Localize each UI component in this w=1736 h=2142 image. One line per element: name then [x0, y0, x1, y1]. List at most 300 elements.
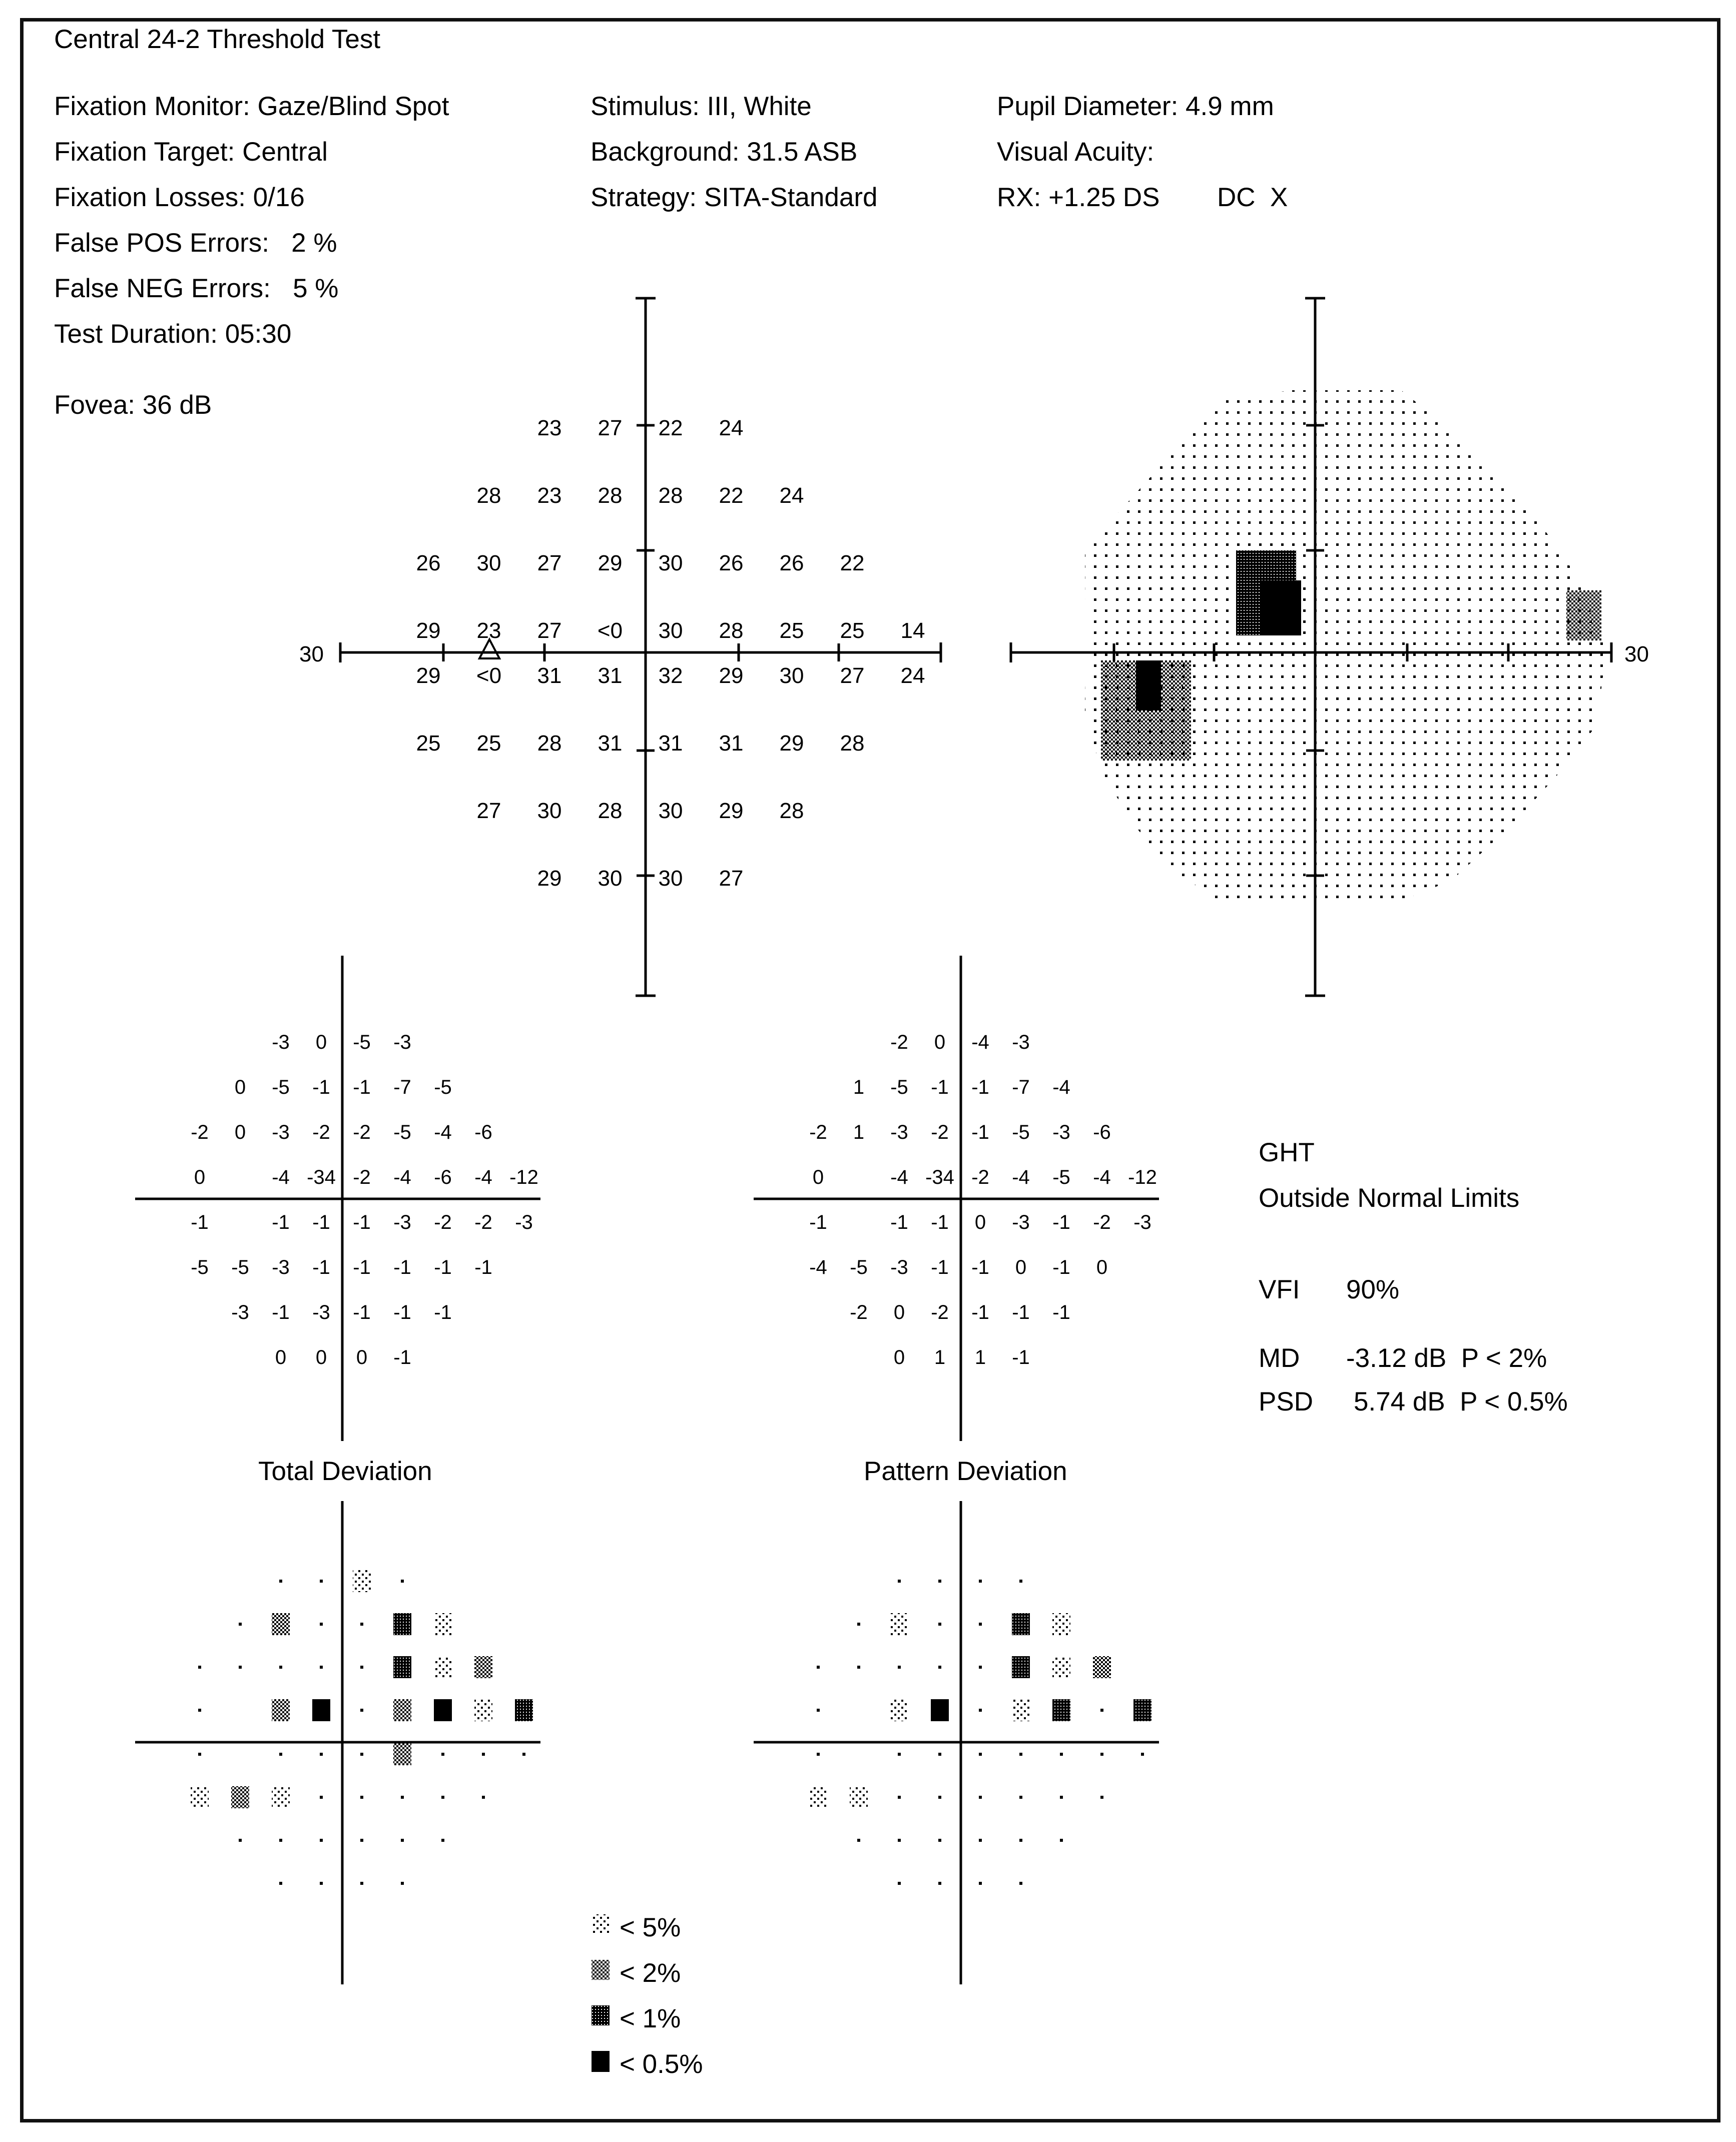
pattern-deviation-value-cell: -4 [809, 1256, 827, 1278]
pattern-deviation-value-cell: -1 [1012, 1301, 1030, 1323]
fixation-monitor: Fixation Monitor: Gaze/Blind Spot [54, 92, 449, 121]
ght-value: Outside Normal Limits [1259, 1183, 1520, 1213]
total-deviation-value-cell: 0 [194, 1166, 206, 1188]
threshold-value-cell: 29 [719, 663, 744, 688]
ght-label: GHT [1259, 1138, 1315, 1167]
pattern-deviation-value-cell: -1 [971, 1121, 989, 1143]
total-deviation-value-cell: -1 [434, 1301, 452, 1323]
total-deviation-prob-cell-p05 [312, 1699, 330, 1721]
total-deviation-value-cell: -6 [474, 1121, 492, 1143]
pattern-deviation-prob-cell-n [979, 1666, 982, 1669]
pattern-deviation-prob-cell-n [1019, 1796, 1022, 1799]
pattern-deviation-value-cell: -2 [931, 1121, 949, 1143]
threshold-value-cell: 30 [658, 618, 683, 643]
grayscale-axis-label: 30 [1624, 642, 1649, 666]
pattern-deviation-value-cell: -12 [1128, 1166, 1157, 1188]
pattern-deviation-prob-cell-n [1060, 1796, 1063, 1799]
total-deviation-prob-cell-n [198, 1666, 201, 1669]
pattern-deviation-prob-cell-n [1019, 1580, 1022, 1583]
pattern-deviation-prob-cell-n [979, 1753, 982, 1756]
threshold-value-cell: 30 [658, 799, 683, 823]
pattern-deviation-value-cell: -1 [931, 1211, 949, 1233]
total-deviation-value-cell: -4 [272, 1166, 290, 1188]
pattern-deviation-prob-cell-p1 [1133, 1699, 1151, 1721]
visual-acuity: Visual Acuity: [997, 137, 1154, 167]
threshold-value-cell: 22 [658, 416, 683, 440]
total-deviation-prob-cell-n [320, 1839, 323, 1842]
total-deviation-prob-cell-n [441, 1839, 444, 1842]
pattern-deviation-prob-cell-n [898, 1882, 901, 1885]
pattern-deviation-prob-cell-n [898, 1753, 901, 1756]
threshold-value-cell: 26 [719, 551, 744, 575]
threshold-value-cell: 29 [779, 731, 804, 756]
total-deviation-prob-cell-n [441, 1796, 444, 1799]
md-value: -3.12 dB P < 2% [1346, 1343, 1547, 1373]
threshold-value-cell: 24 [900, 663, 925, 688]
threshold-value-cell: 30 [658, 551, 683, 575]
total-deviation-prob-cell-n [198, 1753, 201, 1756]
pattern-deviation-value-cell: -4 [1012, 1166, 1030, 1188]
total-deviation-prob-cell-p2 [474, 1656, 492, 1678]
pattern-deviation-value-cell: 0 [934, 1031, 946, 1053]
threshold-value-cell: 26 [779, 551, 804, 575]
pattern-deviation-value-cell: 0 [893, 1346, 905, 1368]
threshold-value-cell: 29 [719, 799, 744, 823]
total-deviation-prob-cell-n [522, 1753, 525, 1756]
total-deviation-prob-cell-p2 [393, 1743, 411, 1765]
threshold-value-cell: 27 [840, 663, 865, 688]
total-deviation-value-cell: 0 [315, 1346, 327, 1368]
pattern-deviation-value-cell: 0 [812, 1166, 824, 1188]
pattern-deviation-prob-cell-p1 [1012, 1656, 1030, 1678]
total-deviation-prob-cell-n [279, 1882, 282, 1885]
total-deviation-value-cell: -3 [272, 1121, 290, 1143]
threshold-value-cell: 31 [658, 731, 683, 756]
pattern-deviation-axes [754, 956, 1159, 1441]
pattern-deviation-prob-cell-n [979, 1709, 982, 1712]
total-deviation-prob-cell-n [360, 1753, 363, 1756]
pattern-deviation-value-cell: -5 [890, 1076, 908, 1098]
total-deviation-prob-cell-n [401, 1839, 404, 1842]
pattern-deviation-value-cell: -4 [1093, 1166, 1111, 1188]
total-deviation-value-cell: -5 [353, 1031, 371, 1053]
threshold-value-cell: 27 [537, 618, 562, 643]
total-deviation-prob-cell-n [401, 1882, 404, 1885]
pattern-deviation-prob-cell-n [938, 1839, 941, 1842]
total-deviation-prob-cell-p5 [272, 1786, 290, 1808]
pattern-deviation-prob-cell-n [857, 1839, 860, 1842]
pattern-deviation-value-cell: 0 [893, 1301, 905, 1323]
total-deviation-prob-cell-p5 [474, 1699, 492, 1721]
total-deviation-prob-cell-p1 [393, 1613, 411, 1635]
total-deviation-value-cell: -1 [353, 1256, 371, 1278]
pattern-deviation-value-cell: 1 [853, 1121, 865, 1143]
total-deviation-value-cell: -3 [272, 1256, 290, 1278]
pattern-deviation-prob-cell-n [938, 1580, 941, 1583]
pattern-deviation-prob-cell-n [938, 1796, 941, 1799]
threshold-value-cell: 28 [658, 483, 683, 508]
total-deviation-value-cell: -5 [191, 1256, 209, 1278]
threshold-value-cell: 28 [598, 799, 623, 823]
total-deviation-prob-cell-n [320, 1796, 323, 1799]
test-title: Central 24-2 Threshold Test [54, 25, 381, 54]
threshold-value-cell: 29 [598, 551, 623, 575]
total-deviation-value-cell: 0 [275, 1346, 287, 1368]
pattern-deviation-prob-cell-p5 [1012, 1699, 1030, 1721]
total-deviation-prob-cell-n [279, 1753, 282, 1756]
grayscale-black-lower [1136, 660, 1161, 710]
threshold-value-cell: 25 [779, 618, 804, 643]
pattern-deviation-prob-cell-n [817, 1753, 820, 1756]
total-deviation-prob-cell-p1 [393, 1656, 411, 1678]
threshold-value-cell: 28 [840, 731, 865, 756]
pattern-deviation-prob-cell-n [898, 1580, 901, 1583]
total-deviation-prob-cell-p5 [434, 1613, 452, 1635]
grayscale-edge-temporal [1566, 590, 1601, 640]
pattern-deviation-prob-cell-n [1100, 1709, 1103, 1712]
pattern-deviation-value-cell: 0 [1015, 1256, 1027, 1278]
total-deviation-value-cell: -1 [353, 1076, 371, 1098]
pattern-deviation-value-cell: -1 [809, 1211, 827, 1233]
pattern-deviation-value-cell: -2 [931, 1301, 949, 1323]
pattern-deviation-value-cell: -6 [1093, 1121, 1111, 1143]
pattern-deviation-value-cell: -1 [890, 1211, 908, 1233]
pattern-deviation-value-cell: -1 [1052, 1211, 1070, 1233]
total-deviation-value-cell: -1 [474, 1256, 492, 1278]
pattern-deviation-prob-cell-n [1019, 1882, 1022, 1885]
rx: RX: +1.25 DS [997, 183, 1160, 212]
pattern-deviation-value-cell: -3 [1133, 1211, 1151, 1233]
pattern-deviation-value-cell: -1 [971, 1256, 989, 1278]
threshold-value-cell: 29 [537, 866, 562, 891]
total-deviation-value-cell: -7 [393, 1076, 411, 1098]
pattern-deviation-prob-cell-p5 [850, 1786, 868, 1808]
total-deviation-prob-cell-n [239, 1666, 242, 1669]
pattern-deviation-value-cell: -7 [1012, 1076, 1030, 1098]
total-deviation-prob-cell-n [360, 1796, 363, 1799]
total-deviation-prob-cell-n [482, 1753, 485, 1756]
total-deviation-prob-cell-p2 [272, 1699, 290, 1721]
total-deviation-value-cell: -6 [434, 1166, 452, 1188]
total-deviation-value-cell: -34 [307, 1166, 336, 1188]
total-deviation-probability [191, 1570, 533, 1885]
threshold-value-cell: 30 [779, 663, 804, 688]
total-deviation-prob-cell-n [320, 1623, 323, 1626]
total-deviation-prob-cell-n [441, 1753, 444, 1756]
pattern-deviation-probability [809, 1580, 1151, 1885]
fovea: Fovea: 36 dB [54, 390, 212, 420]
total-deviation-value-cell: -2 [434, 1211, 452, 1233]
pattern-deviation-prob-cell-n [979, 1623, 982, 1626]
pattern-deviation-value-cell: 1 [974, 1346, 986, 1368]
total-deviation-value-cell: -3 [393, 1211, 411, 1233]
pattern-deviation-value-cell: -1 [971, 1301, 989, 1323]
threshold-value-cell: 27 [719, 866, 744, 891]
total-deviation-value-cell: -3 [272, 1031, 290, 1053]
threshold-value-cell: <0 [597, 618, 623, 643]
threshold-value-cell: 24 [719, 416, 744, 440]
false-pos-errors: False POS Errors: 2 % [54, 228, 337, 258]
pattern-deviation-value-cell: -5 [1012, 1121, 1030, 1143]
pattern-deviation-prob-cell-n [857, 1666, 860, 1669]
total-deviation-value-cell: -2 [191, 1121, 209, 1143]
pattern-deviation-value-cell: -2 [850, 1301, 868, 1323]
legend-p05-label: < 0.5% [620, 2049, 703, 2079]
pattern-deviation-prob-cell-n [979, 1796, 982, 1799]
pattern-deviation-prob-cell-n [817, 1666, 820, 1669]
pattern-deviation-prob-cell-p1 [1052, 1699, 1070, 1721]
pattern-deviation-prob-cell-p05 [931, 1699, 949, 1721]
threshold-value-cell: 25 [840, 618, 865, 643]
total-deviation-prob-cell-n [320, 1882, 323, 1885]
total-deviation-value-cell: -4 [393, 1166, 411, 1188]
total-deviation-prob-cell-p5 [434, 1656, 452, 1678]
total-deviation-value-cell: -3 [393, 1031, 411, 1053]
threshold-value-cell: <0 [476, 663, 502, 688]
pattern-deviation-prob-cell-n [1141, 1753, 1144, 1756]
pattern-deviation-value-cell: -2 [1093, 1211, 1111, 1233]
pattern-deviation-prob-cell-n [979, 1839, 982, 1842]
total-deviation-prob-cell-p5 [353, 1570, 371, 1592]
total-deviation-value-cell: -5 [272, 1076, 290, 1098]
pattern-deviation-prob-cell-n [938, 1666, 941, 1669]
pattern-deviation-prob-cell-p5 [1052, 1656, 1070, 1678]
total-deviation-value-cell: -3 [231, 1301, 249, 1323]
total-deviation-value-cell: 0 [315, 1031, 327, 1053]
pattern-deviation-value-cell: -2 [971, 1166, 989, 1188]
md-label: MD [1259, 1343, 1300, 1373]
total-deviation-value-cell: -1 [312, 1076, 330, 1098]
total-deviation-title: Total Deviation [258, 1457, 432, 1486]
pattern-deviation-prob-cell-p2 [1093, 1656, 1111, 1678]
pattern-deviation-prob-cell-n [1100, 1796, 1103, 1799]
total-deviation-value-cell: -5 [393, 1121, 411, 1143]
pattern-deviation-prob-cell-n [898, 1796, 901, 1799]
threshold-value-cell: 31 [719, 731, 744, 756]
threshold-value-cell: 29 [416, 663, 441, 688]
pattern-deviation-value-cell: -34 [925, 1166, 954, 1188]
pattern-deviation-prob-cell-n [938, 1882, 941, 1885]
total-deviation-value-cell: -3 [515, 1211, 533, 1233]
total-deviation-prob-cell-n [360, 1709, 363, 1712]
stimulus: Stimulus: III, White [591, 92, 812, 121]
total-deviation-value-cell: -1 [312, 1256, 330, 1278]
threshold-value-cell: 23 [537, 416, 562, 440]
threshold-axes [340, 298, 941, 996]
pattern-deviation-prob-cell-n [817, 1709, 820, 1712]
pattern-deviation-value-cell: -3 [890, 1256, 908, 1278]
total-deviation-prob-cell-n [360, 1882, 363, 1885]
pattern-deviation-value-cell: -3 [890, 1121, 908, 1143]
strategy: Strategy: SITA-Standard [591, 183, 878, 212]
threshold-value-cell: 28 [779, 799, 804, 823]
vfi-value: 90% [1346, 1275, 1400, 1304]
threshold-value-cell: 23 [476, 618, 501, 643]
total-deviation-prob-cell-p2 [231, 1786, 249, 1808]
pattern-deviation-prob-cell-n [1100, 1753, 1103, 1756]
pattern-deviation-value-cell: -2 [890, 1031, 908, 1053]
total-deviation-value-cell: -3 [312, 1301, 330, 1323]
grayscale-black-upper [1261, 580, 1301, 635]
total-deviation-value-cell: -1 [272, 1301, 290, 1323]
pattern-deviation-value-cell: -1 [1052, 1301, 1070, 1323]
psd-label: PSD [1259, 1387, 1313, 1416]
total-deviation-value-cell: -1 [393, 1256, 411, 1278]
total-deviation-prob-cell-p2 [393, 1699, 411, 1721]
threshold-value-cell: 25 [416, 731, 441, 756]
background: Background: 31.5 ASB [591, 137, 858, 167]
total-deviation-value-cell: -2 [312, 1121, 330, 1143]
total-deviation-prob-cell-n [360, 1839, 363, 1842]
total-deviation-value-cell: 0 [234, 1076, 246, 1098]
pattern-deviation-title: Pattern Deviation [864, 1457, 1067, 1486]
total-deviation-value-cell: 0 [356, 1346, 368, 1368]
total-deviation-value-cell: -5 [231, 1256, 249, 1278]
total-deviation-value-cell: -2 [353, 1166, 371, 1188]
total-deviation-prob-cell-n [279, 1580, 282, 1583]
total-deviation-value-cell: -4 [434, 1121, 452, 1143]
total-deviation-value-cell: 0 [234, 1121, 246, 1143]
threshold-value-cell: 30 [658, 866, 683, 891]
total-deviation-value-cell: -1 [393, 1301, 411, 1323]
legend-p5-label: < 5% [620, 1913, 681, 1942]
total-deviation-value-cell: -1 [272, 1211, 290, 1233]
pattern-deviation-prob-cell-n [979, 1580, 982, 1583]
total-deviation-value-cell: -2 [353, 1121, 371, 1143]
total-deviation-value-cell: -12 [509, 1166, 538, 1188]
test-duration: Test Duration: 05:30 [54, 319, 292, 349]
pattern-deviation-value-cell: -1 [971, 1076, 989, 1098]
total-deviation-axes [135, 956, 540, 1441]
pattern-deviation-prob-cell-p5 [890, 1613, 908, 1635]
total-deviation-prob-cell-n [360, 1666, 363, 1669]
legend-p05-symbol [592, 2051, 610, 2072]
pattern-deviation-value-cell: -5 [1052, 1166, 1070, 1188]
pattern-deviation-prob-cell-n [1019, 1753, 1022, 1756]
total-deviation-value-cell: -4 [474, 1166, 492, 1188]
pattern-deviation-value-cell: 1 [853, 1076, 865, 1098]
pattern-deviation-prob-cell-n [979, 1882, 982, 1885]
legend [592, 1914, 610, 2072]
pattern-deviation-value-cell: -3 [1012, 1211, 1030, 1233]
pattern-deviation-prob-cell-p5 [1052, 1613, 1070, 1635]
pattern-deviation-value-cell: -1 [1012, 1346, 1030, 1368]
legend-p1-symbol [592, 2005, 610, 2025]
total-deviation-prob-cell-n [198, 1709, 201, 1712]
threshold-value-cell: 27 [537, 551, 562, 575]
threshold-value-cell: 30 [476, 551, 501, 575]
total-deviation-value-cell: -1 [434, 1256, 452, 1278]
total-deviation-probability-axes [135, 1501, 540, 1984]
pattern-deviation-prob-cell-n [898, 1666, 901, 1669]
pattern-deviation-value-cell: -1 [1052, 1256, 1070, 1278]
pattern-deviation-value-cell: -3 [1012, 1031, 1030, 1053]
pattern-deviation-value-cell: -2 [809, 1121, 827, 1143]
threshold-value-cell: 30 [598, 866, 623, 891]
rx-dc: DC X [1217, 183, 1288, 212]
threshold-value-cell: 31 [598, 663, 623, 688]
pattern-deviation-probability-axes [754, 1501, 1159, 1984]
total-deviation-prob-cell-n [320, 1580, 323, 1583]
legend-p2-symbol [592, 1960, 610, 1980]
pattern-deviation-value-cell: -4 [890, 1166, 908, 1188]
threshold-value-cell: 29 [416, 618, 441, 643]
total-deviation-prob-cell-n [320, 1666, 323, 1669]
total-deviation-prob-cell-n [279, 1666, 282, 1669]
pattern-deviation-value-cell: -5 [850, 1256, 868, 1278]
pupil-diameter: Pupil Diameter: 4.9 mm [997, 92, 1274, 121]
psd-value: 5.74 dB P < 0.5% [1354, 1387, 1568, 1416]
total-deviation-value-cell: -1 [353, 1211, 371, 1233]
threshold-value-cell: 28 [598, 483, 623, 508]
vfi-label: VFI [1259, 1275, 1300, 1304]
pattern-deviation-prob-cell-n [1019, 1839, 1022, 1842]
grayscale-plot [1011, 298, 1611, 996]
pattern-deviation-prob-cell-n [857, 1623, 860, 1626]
threshold-value-cell: 27 [598, 416, 623, 440]
total-deviation-value-cell: -1 [191, 1211, 209, 1233]
threshold-value-cell: 28 [476, 483, 501, 508]
total-deviation-value-cell: -1 [393, 1346, 411, 1368]
threshold-value-cell: 31 [598, 731, 623, 756]
total-deviation-prob-cell-n [320, 1753, 323, 1756]
total-deviation-value-cell: -2 [474, 1211, 492, 1233]
pattern-deviation-prob-cell-n [938, 1623, 941, 1626]
legend-p1-label: < 1% [620, 2004, 681, 2033]
false-neg-errors: False NEG Errors: 5 % [54, 274, 339, 303]
pattern-deviation-value-cell: 1 [934, 1346, 946, 1368]
total-deviation-value-cell: -1 [312, 1211, 330, 1233]
total-deviation-prob-cell-p2 [272, 1613, 290, 1635]
threshold-value-cell: 24 [779, 483, 804, 508]
threshold-value-cell: 30 [537, 799, 562, 823]
pattern-deviation-prob-cell-p1 [1012, 1613, 1030, 1635]
pattern-deviation-prob-cell-p5 [890, 1699, 908, 1721]
total-deviation-prob-cell-p05 [434, 1699, 452, 1721]
pattern-deviation-value-cell: -1 [931, 1256, 949, 1278]
threshold-value-cell: 14 [900, 618, 925, 643]
fixation-losses: Fixation Losses: 0/16 [54, 183, 305, 212]
threshold-value-cell: 23 [537, 483, 562, 508]
legend-p5-symbol [592, 1914, 610, 1934]
threshold-value-cell: 28 [537, 731, 562, 756]
threshold-value-cell: 22 [840, 551, 865, 575]
pattern-deviation-value-cell: -1 [931, 1076, 949, 1098]
total-deviation-prob-cell-p1 [515, 1699, 533, 1721]
total-deviation-prob-cell-n [360, 1623, 363, 1626]
pattern-deviation-prob-cell-n [1060, 1753, 1063, 1756]
threshold-value-cell: 25 [476, 731, 501, 756]
total-deviation-value-cell: -5 [434, 1076, 452, 1098]
threshold-value-cell: 22 [719, 483, 744, 508]
legend-p2-label: < 2% [620, 1958, 681, 1988]
pattern-deviation-value-cell: -3 [1052, 1121, 1070, 1143]
pattern-deviation-value-cell: 0 [974, 1211, 986, 1233]
pattern-deviation-prob-cell-n [1060, 1839, 1063, 1842]
pattern-deviation-prob-cell-n [938, 1753, 941, 1756]
threshold-value-cell: 31 [537, 663, 562, 688]
threshold-value-cell: 28 [719, 618, 744, 643]
total-deviation-prob-cell-n [239, 1839, 242, 1842]
pattern-deviation-value-cell: -4 [971, 1031, 989, 1053]
pattern-deviation-value-cell: 0 [1096, 1256, 1108, 1278]
threshold-axis-label: 30 [299, 642, 324, 666]
total-deviation-prob-cell-n [401, 1796, 404, 1799]
total-deviation-prob-cell-n [279, 1839, 282, 1842]
total-deviation-prob-cell-n [482, 1796, 485, 1799]
total-deviation-prob-cell-n [401, 1580, 404, 1583]
pattern-deviation-prob-cell-n [898, 1839, 901, 1842]
